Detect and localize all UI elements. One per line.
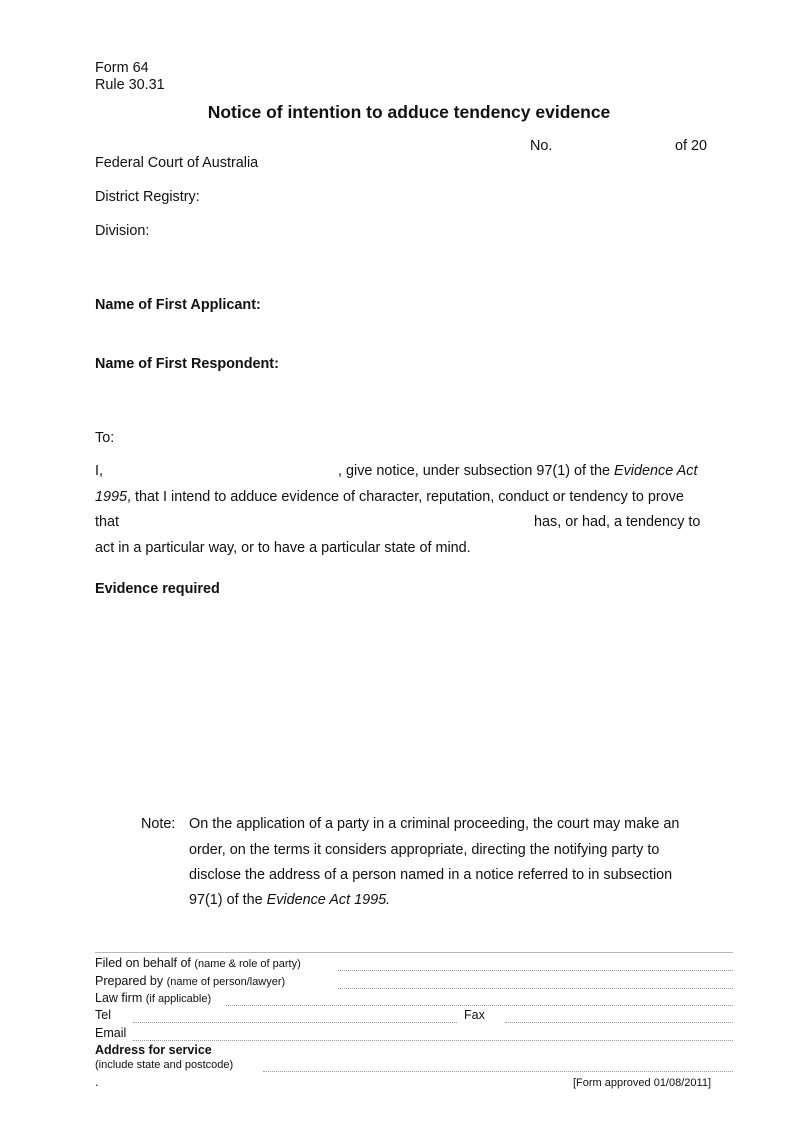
to-label: To: [95,430,115,446]
evidence-act-name: Evidence Act [614,463,698,479]
note-label: Note: [141,816,176,832]
footer-dot: . [95,1075,99,1089]
division-label: Division: [95,223,150,239]
fax-field[interactable] [505,1022,733,1023]
notice-line-4: act in a particular way, or to have a particular state of mind. [95,540,471,556]
tel-label: Tel [95,1008,111,1022]
case-number-label: No. [530,138,553,154]
address-for-service-label: Address for service [95,1043,212,1057]
law-firm-field[interactable] [226,1005,733,1006]
notice-line-1-start: I, [95,463,103,479]
filed-on-behalf-label: Filed on behalf of [95,956,191,970]
prepared-by-hint: (name of person/lawyer) [166,976,286,988]
form-approved-note: [Form approved 01/08/2011] [573,1077,711,1089]
tel-field[interactable] [133,1022,457,1023]
law-firm-label: Law firm [95,991,143,1005]
note-line-3: disclose the address of a person named in a notice referred to in subsection [189,867,673,883]
first-respondent-label: Name of First Respondent: [95,356,279,372]
evidence-required-heading: Evidence required [95,581,220,597]
notice-line-2 [95,489,684,505]
page-title: Notice of intention to adduce tendency evidence [207,102,611,122]
law-firm-hint: (if applicable) [145,993,212,1005]
filed-on-behalf-hint: (name & role of party) [194,958,301,970]
filed-on-behalf-field[interactable] [338,970,733,971]
case-year-label: of 20 [675,138,708,154]
address-for-service-field[interactable] [263,1071,733,1072]
prepared-by-row [95,974,285,988]
notice-line-3-text: has, or had, a tendency to [534,514,701,530]
note-line-2: order, on the terms it considers appropriate, directing the notifying party to [189,842,660,858]
prepared-by-field[interactable] [338,988,733,989]
registry-label: District Registry: [95,189,200,205]
evidence-act-year: 1995 [95,489,128,505]
form-number: Form 64 [95,60,149,76]
note-line-4-text: 97(1) of the [189,892,267,908]
note-act-name: Evidence Act 1995. [266,892,391,908]
notice-line-3-that: that [95,514,120,530]
address-for-service-hint: (include state and postcode) [95,1059,234,1071]
prepared-by-label: Prepared by [95,974,164,988]
email-field[interactable] [133,1040,733,1041]
footer-top-rule [95,952,733,953]
first-applicant-label: Name of First Applicant: [95,297,261,313]
notice-line-1 [338,463,697,479]
court-name: Federal Court of Australia [95,155,259,171]
note-line-1: On the application of a party in a criminal proceeding, the court may make an [189,816,680,832]
law-firm-row [95,991,211,1005]
rule-number: Rule 30.31 [95,77,165,93]
notice-line-2-text: , that I intend to adduce evidence of character, reputation, conduct or tendency to prove [127,489,684,505]
filed-on-behalf-row [95,956,301,970]
notice-line-1-text: , give notice, under subsection 97(1) of the [338,463,614,479]
fax-label: Fax [464,1008,485,1022]
email-label: Email [95,1026,127,1040]
note-line-4 [189,892,390,908]
